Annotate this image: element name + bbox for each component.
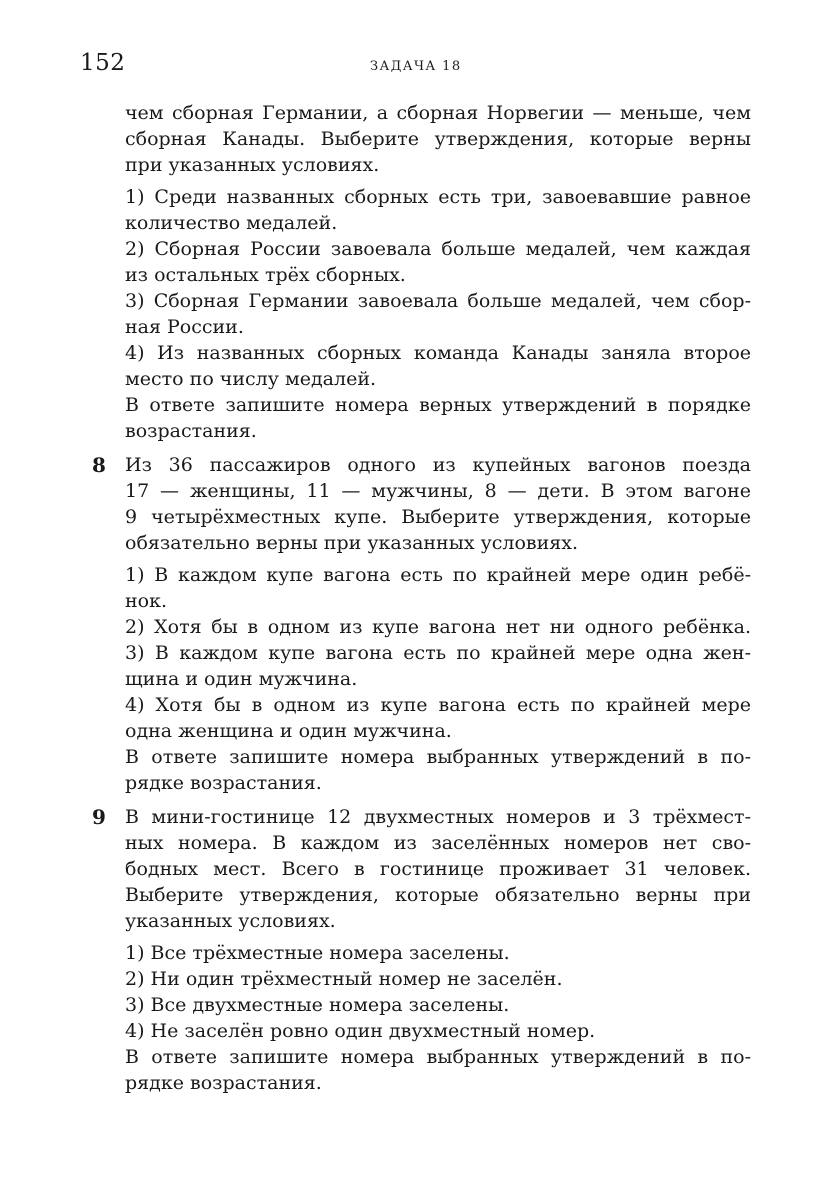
answer-instruction-line: рядке возрастания. (125, 772, 322, 794)
option-4-line: 4) Хотя бы в одном из купе вагона есть по крайней мере (125, 694, 751, 716)
answer-instruction-line: рядке возрастания. (125, 1072, 322, 1094)
text-line: бодных мест. Всего в гостинице проживает 31 человек. (125, 858, 751, 880)
option-3-line: 3) Все двухместные номера заселены. (125, 994, 510, 1016)
answer-instruction-line: В ответе запишите номера выбранных утверждений в по- (125, 1046, 751, 1068)
option-4-line: 4) Из названных сборных команда Канады заняла второе (125, 342, 751, 364)
answer-instruction-line: В ответе запишите номера выбранных утверждений в по- (125, 746, 751, 768)
option-1-line: количество медалей. (125, 212, 338, 234)
option-3-line: 3) В каждом купе вагона есть по крайней мере одна жен- (125, 642, 751, 664)
option-1-line: 1) Среди названных сборных есть три, завоевавшие равное (125, 186, 751, 208)
option-3-line: ная России. (125, 316, 244, 338)
task-8 (92, 452, 751, 796)
option-4-line: одна женщина и один мужчина. (125, 720, 452, 742)
option-3-line: 3) Сборная Германии завоевала больше медалей, чем сбор- (125, 290, 751, 312)
option-1-line: нок. (125, 590, 168, 612)
option-2-line: из остальных трёх сборных. (125, 264, 406, 286)
option-1-line: 1) В каждом купе вагона есть по крайней мере один ребё- (125, 564, 751, 586)
text-line: ных номера. В каждом из заселённых номеров нет сво- (125, 832, 751, 854)
option-4-line: 4) Не заселён ровно один двухместный номер. (125, 1020, 596, 1042)
option-2-line: 2) Сборная России завоевала больше медалей, чем каждая (125, 238, 751, 260)
running-head: ЗАДАЧА 18 (370, 59, 462, 74)
page-number: 152 (80, 50, 126, 76)
text-line: 17 — женщины, 11 — мужчины, 8 — дети. В этом вагоне (125, 480, 751, 502)
answer-instruction-line: В ответе запишите номера верных утверждений в порядке (125, 394, 751, 416)
option-2-line: 2) Хотя бы в одном из купе вагона нет ни одного ребёнка. (125, 616, 751, 638)
text-line: при указанных условиях. (125, 154, 380, 176)
text-line: сборная Канады. Выберите утверждения, которые верны (125, 128, 751, 150)
option-3-line: щина и один мужчина. (125, 668, 358, 690)
task-number: 9 (92, 805, 106, 829)
task-9 (92, 804, 751, 1096)
text-line: обязательно верны при указанных условиях. (125, 532, 579, 554)
task-number: 8 (92, 453, 106, 477)
text-line: указанных условиях. (125, 910, 336, 932)
option-1-line: 1) Все трёхместные номера заселены. (125, 942, 510, 964)
answer-instruction-line: возрастания. (125, 420, 257, 442)
text-line: Из 36 пассажиров одного из купейных вагонов поезда (125, 454, 751, 476)
option-4-line: место по числу медалей. (125, 368, 377, 390)
option-2-line: 2) Ни один трёхместный номер не заселён. (125, 968, 563, 990)
text-line: Выберите утверждения, которые обязательно верны при (125, 884, 751, 906)
text-line: чем сборная Германии, а сборная Норвегии — меньше, чем (125, 102, 751, 124)
page-content (92, 100, 751, 1096)
text-line: 9 четырёхместных купе. Выберите утверждения, которые (125, 506, 751, 528)
task-7-continuation (125, 100, 751, 444)
text-line: В мини-гостинице 12 двухместных номеров и 3 трёхмест- (125, 806, 751, 828)
